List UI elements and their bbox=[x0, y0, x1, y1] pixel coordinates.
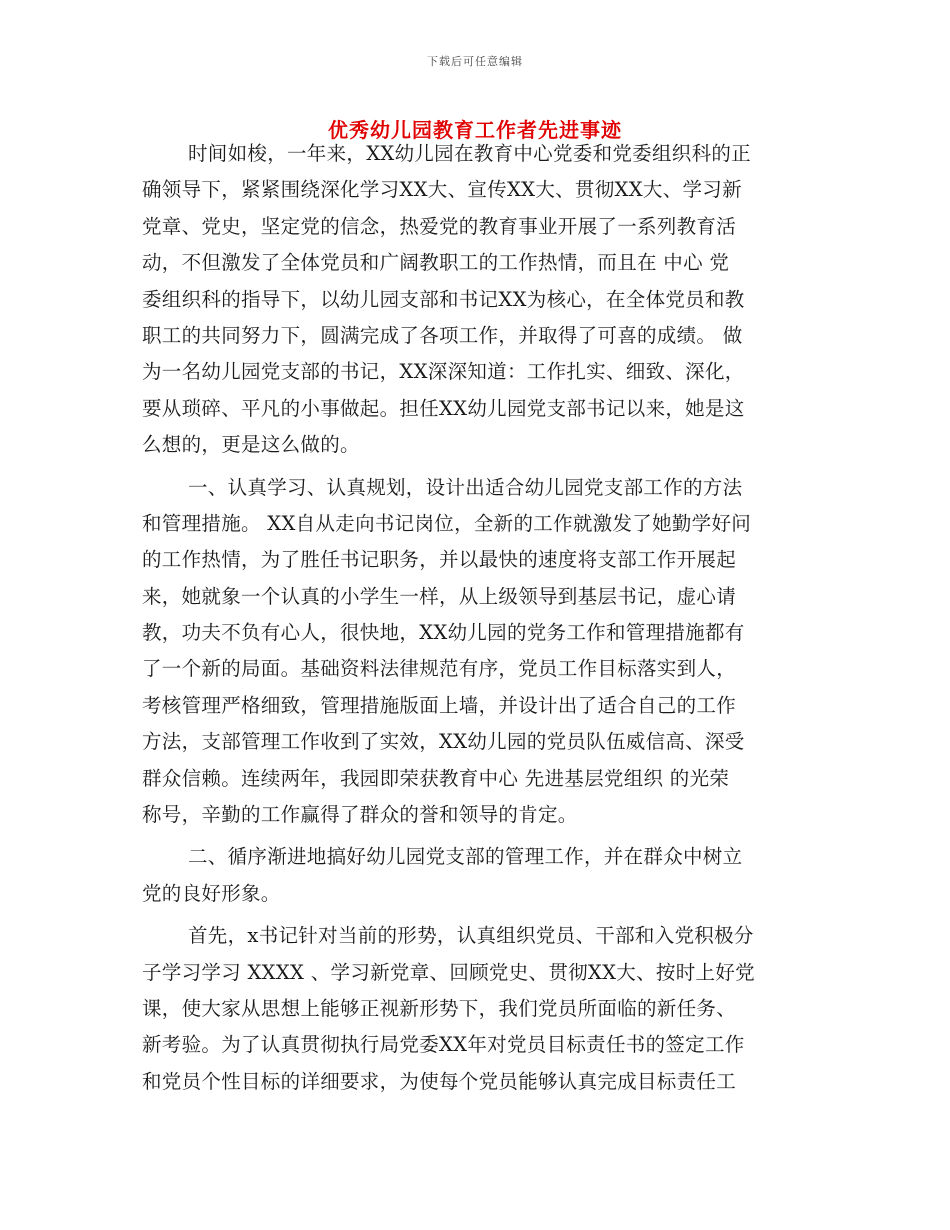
text-line: 来，她就象一个认真的小学生一样，从上级领导到基层书记，虚心请 bbox=[142, 584, 737, 608]
paragraph bbox=[142, 470, 810, 834]
text-line: 教，功夫不负有心人，很快地，XX幼儿园的党务工作和管理措施都有 bbox=[142, 621, 745, 645]
header-note: 下载后可任意编辑 bbox=[427, 55, 523, 68]
text-line: 为一名幼儿园党支部的书记，XX深深知道：工作扎实、细致、深化， bbox=[142, 360, 745, 384]
text-line: 时间如梭，一年来，XX幼儿园在教育中心党委和党委组织科的正 bbox=[188, 142, 751, 165]
text-line: 么想的，更是这么做的。 bbox=[142, 433, 360, 457]
text-line: 确领导下，紧紧围绕深化学习XX大、宣传XX大、贯彻XX大、学习新 bbox=[142, 178, 742, 202]
text-line: 课，使大家从思想上能够正视新形势下，我们党员所面临的新任务、 bbox=[142, 996, 737, 1020]
text-line: 群众信赖。连续两年，我园即荣获教育中心 先进基层党组织 的光荣 bbox=[142, 766, 730, 790]
text-line: 称号，辛勤的工作赢得了群众的誉和领导的肯定。 bbox=[142, 803, 578, 827]
paragraph bbox=[142, 839, 810, 912]
text-line: 二、循序渐进地搞好幼儿园党支部的管理工作，并在群众中树立 bbox=[188, 845, 743, 869]
text-line: 要从琐碎、平凡的小事做起。担任XX幼儿园党支部书记以来，她是这 bbox=[142, 396, 745, 420]
text-line: 了一个新的局面。基础资料法律规范有序，党员工作目标落实到人， bbox=[142, 657, 737, 681]
text-line: 考核管理严格细致，管理措施版面上墙，并设计出了适合自己的工作 bbox=[142, 693, 737, 717]
text-line: 子学习学习 XXXX 、学习新党章、回顾党史、贯彻XX大、按时上好党 bbox=[142, 960, 755, 984]
text-line: 的工作热情，为了胜任书记职务，并以最快的速度将支部工作开展起 bbox=[142, 548, 737, 572]
paragraph bbox=[142, 136, 810, 464]
paragraph bbox=[142, 918, 810, 1100]
text-line: 职工的共同努力下，圆满完成了各项工作，并取得了可喜的成绩。 做 bbox=[142, 323, 743, 347]
text-line: 党的良好形象。 bbox=[142, 881, 281, 905]
text-line: 新考验。为了认真贯彻执行局党委XX年对党员目标责任书的签定工作 bbox=[142, 1033, 745, 1057]
text-line: 动，不但激发了全体党员和广阔教职工的工作热情，而且在 中心 党 bbox=[142, 251, 730, 275]
text-line: 和管理措施。 XX自从走向书记岗位，全新的工作就激发了她勤学好问 bbox=[142, 511, 752, 535]
document-title: 优秀幼儿园教育工作者先进事迹 bbox=[328, 118, 622, 142]
document-body bbox=[142, 136, 810, 1100]
text-line: 方法，支部管理工作收到了实效，XX幼儿园的党员队伍威信高、深受 bbox=[142, 730, 745, 754]
text-line: 委组织科的指导下，以幼儿园支部和书记XX为核心，在全体党员和教 bbox=[142, 287, 745, 311]
text-line: 党章、党史，坚定党的信念，热爱党的教育事业开展了一系列教育活 bbox=[142, 214, 737, 238]
text-line: 和党员个性目标的详细要求，为使每个党员能够认真完成目标责任工 bbox=[142, 1069, 737, 1093]
text-line: 首先，x书记针对当前的形势，认真组织党员、干部和入党积极分 bbox=[188, 924, 754, 948]
text-line: 一、认真学习、认真规划，设计出适合幼儿园党支部工作的方法 bbox=[188, 475, 743, 499]
